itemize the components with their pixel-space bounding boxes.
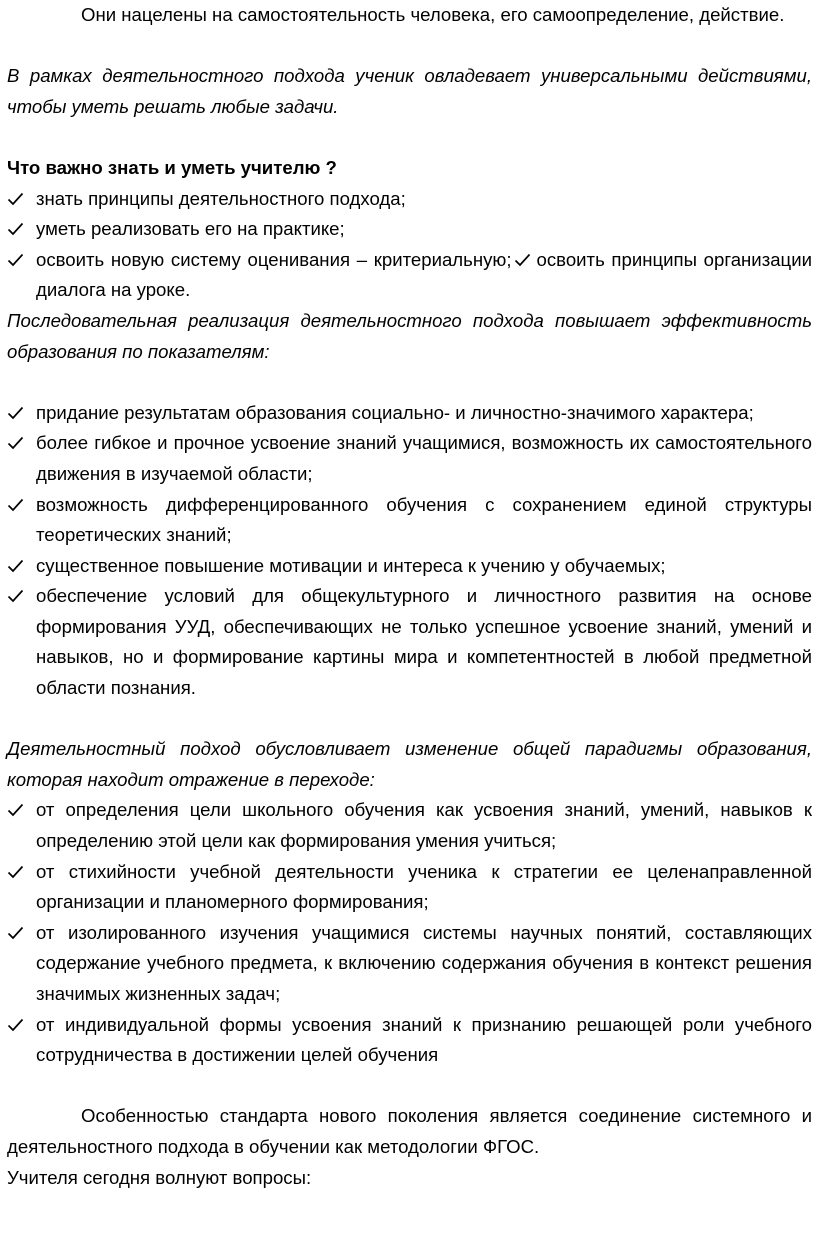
paragraph-self-determination: Они нацелены на самостоятельность человека, его самоопределение, действие. [81,4,785,25]
checkmark-icon [7,1010,25,1040]
list-item-text: освоить принципы организации диалога на уроке. [36,248,812,301]
list-item-text: уметь реализовать его на практике; [36,218,345,240]
list-item-text: от изолированного изучения учащимися системы научных понятий, составляющих содержание учебного предмета, к включению содержания обучения в контекст решения значимых жизненных задач; [36,921,812,1004]
spacer [7,122,812,153]
list-item-text: освоить новую систему оценивания – критериальную; [36,248,512,270]
list-item [7,857,812,918]
list-item-text: от индивидуальной формы усвоения знаний к признанию решающей роли учебного сотрудничества в достижении целей обучения [36,1013,812,1066]
list-item-text: придание результатам образования социально- и личностно-значимого характера; [36,401,754,423]
paragraph-paradigm-shift: Деятельностный подход обусловливает изменение общей парадигмы образования, которая находит отражение в переходе: [7,738,812,790]
list-item [7,428,812,489]
list-item-text: обеспечение условий для общекультурного и личностного развития на основе формирования УУД, обеспечивающих не только успешное усвоение знаний, умений и навыков, но и формирование картины мира и компетентностей в любой предметной области познания. [36,585,812,699]
paragraph-teacher-questions: Учителя сегодня волнуют вопросы: [7,1166,312,1188]
teacher-skills-list [7,184,812,306]
list-item [7,184,812,215]
list-item [7,245,812,306]
paragraph-standard-feature: Особенностью стандарта нового поколения является соединение системного и деятельностного подхода в обучении как методологии ФГОС. [7,1105,812,1157]
spacer [7,1071,812,1102]
list-item-text: знать принципы деятельностного подхода; [36,187,406,209]
list-item-text: существенное повышение мотивации и интереса к учению у обучаемых; [36,554,666,576]
checkmark-icon [7,398,25,428]
spacer [7,31,812,62]
list-item [7,398,812,429]
list-item [7,795,812,856]
list-item-text: от определения цели школьного обучения как усвоения знаний, умений, навыков к определению этой цели как формирования умения учиться; [36,799,812,852]
paragraph-effectiveness: Последовательная реализация деятельностного подхода повышает эффективность образования по показателям: [7,309,812,362]
checkmark-icon [7,795,25,825]
effectiveness-list [7,398,812,704]
list-item [7,551,812,582]
list-item [7,214,812,245]
checkmark-icon [7,551,25,581]
list-item [7,1010,812,1071]
heading-teacher-skills: Что важно знать и уметь учителю ? [7,156,337,178]
checkmark-icon [7,214,25,244]
checkmark-icon [7,857,25,887]
list-item [7,581,812,703]
list-item-text: более гибкое и прочное усвоение знаний учащимися, возможность их самостоятельного движения в изучаемой области; [36,432,812,484]
paragraph-activity-approach: В рамках деятельностного подхода ученик овладевает универсальными действиями, чтобы уметь решать любые задачи. [7,65,812,117]
checkmark-icon [7,490,25,520]
list-item [7,490,812,551]
checkmark-icon [514,246,532,260]
checkmark-icon [7,581,25,611]
checkmark-icon [7,918,25,948]
paradigm-list [7,795,812,1070]
list-item-text: возможность дифференцированного обучения с сохранением единой структуры теоретических знаний; [36,493,812,546]
list-item-text: от стихийности учебной деятельности ученика к стратегии ее целенаправленной организации и планомерного формирования; [36,860,812,913]
checkmark-icon [7,428,25,458]
list-item [7,918,812,1010]
checkmark-icon [7,245,25,275]
checkmark-icon [7,184,25,214]
spacer [7,367,812,398]
spacer [7,704,812,735]
